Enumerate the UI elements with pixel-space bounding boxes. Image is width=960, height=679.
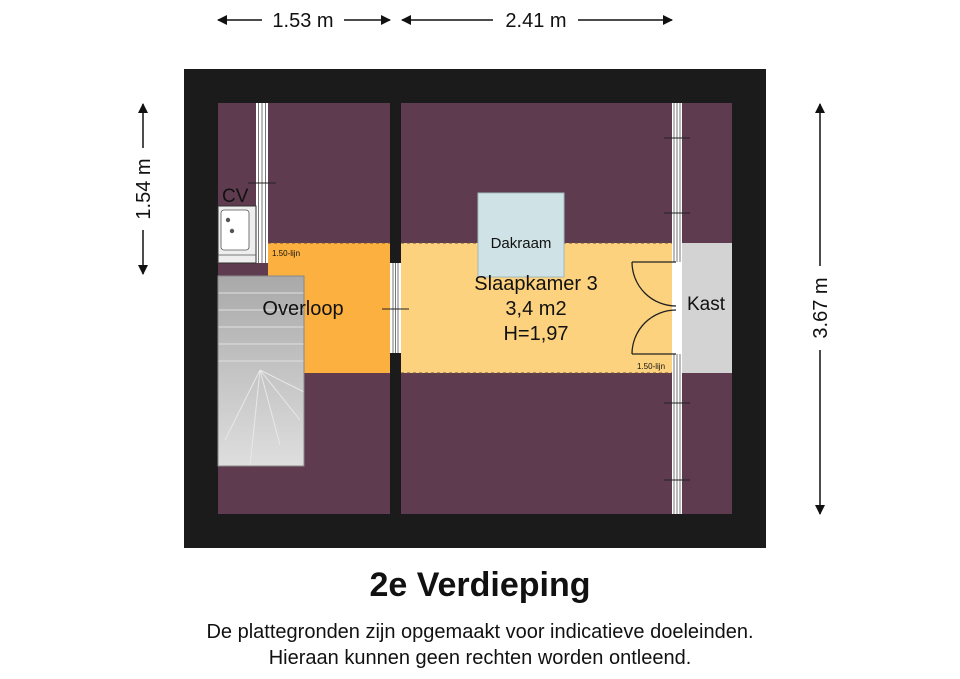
landing-label: Overloop: [262, 298, 344, 320]
dimension-label: 1.54 m: [133, 158, 155, 220]
dimension-right: [810, 104, 832, 514]
floor-title: 2e Verdieping: [369, 566, 591, 604]
closet-label: Kast: [686, 294, 726, 315]
disclaimer-line: Hieraan kunnen geen rechten worden ontleend.: [268, 647, 692, 669]
bedroom-name: Slaapkamer 3: [474, 273, 598, 295]
cv-boiler: [218, 206, 256, 263]
150-line-label: 1.50-lijn: [637, 362, 666, 371]
skylight-label: Dakraam: [490, 235, 552, 252]
dimension-label: 3.67 m: [810, 277, 832, 339]
disclaimer: [0, 619, 960, 671]
bedroom-height-label: H=1,97: [503, 323, 569, 345]
150-line-label: 1.50-lijn: [272, 249, 301, 258]
dimension-label: 1.53 m: [272, 10, 334, 32]
dimension-top-left: [218, 10, 390, 32]
disclaimer-line: De plattegronden zijn opgemaakt voor indicatieve doeleinden.: [206, 621, 754, 643]
dimension-top-right: [402, 10, 672, 32]
dimension-left: [133, 104, 155, 274]
dimension-label: 2.41 m: [505, 10, 567, 32]
cv-label: CV: [222, 186, 249, 207]
bedroom-area-label: 3,4 m2: [505, 298, 567, 320]
